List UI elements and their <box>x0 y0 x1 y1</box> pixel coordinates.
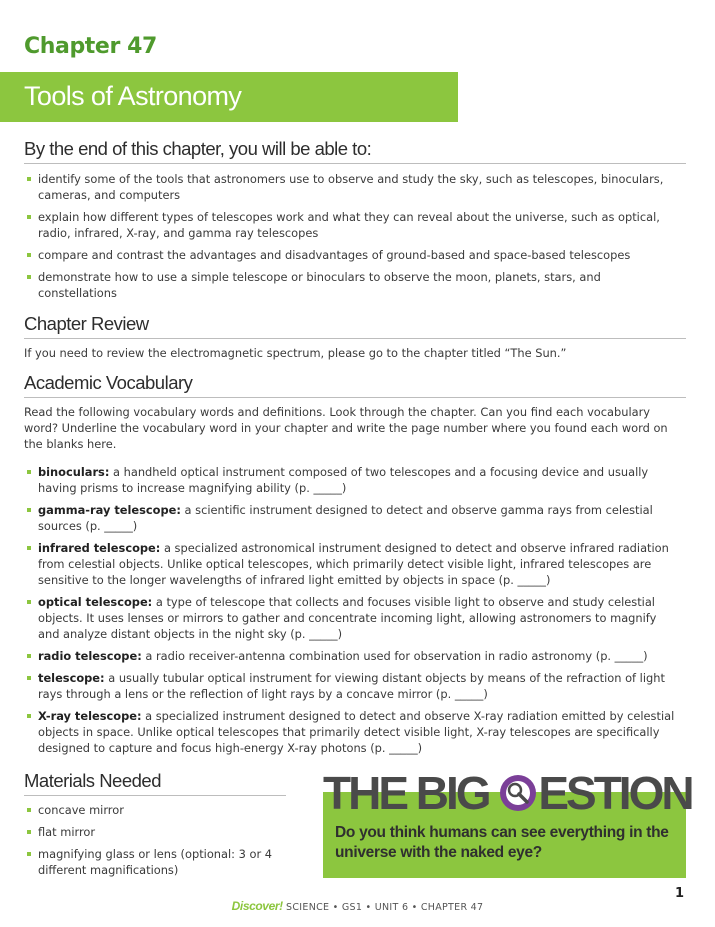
vocab-item <box>26 648 680 664</box>
material-item: concave mirror <box>26 802 288 818</box>
objectives-divider <box>24 163 686 164</box>
objectives-heading: By the end of this chapter, you will be able to: <box>24 138 372 159</box>
chapter-number: Chapter 47 <box>24 34 157 59</box>
objective-item: compare and contrast the advantages and disadvantages of ground-based and space-based telescopes <box>26 247 676 263</box>
material-item: flat mirror <box>26 824 288 840</box>
bullet-icon <box>27 600 31 604</box>
bullet-icon <box>27 470 31 474</box>
bullet-icon <box>27 177 31 181</box>
vocab-item <box>26 670 680 702</box>
bullet-icon <box>27 275 31 279</box>
title-banner <box>0 72 458 122</box>
bullet-icon <box>27 808 31 812</box>
vocabulary-divider <box>24 397 686 398</box>
bullet-icon <box>27 253 31 257</box>
review-text: If you need to review the electromagnetic spectrum, please go to the chapter titled “The Sun.” <box>24 346 567 360</box>
page-number: 1 <box>675 886 685 901</box>
vocab-definition: a radio receiver-antenna combination used for observation in radio astronomy (p. _____) <box>141 649 648 663</box>
vocab-definition: a handheld optical instrument composed of two telescopes and a focusing device and usually having prisms to increase magnifying ability (p. _____) <box>38 465 649 495</box>
objective-item: explain how different types of telescopes work and what they can reveal about the universe, such as optical, radio, infrared, X-ray, and gamma ray telescopes <box>26 209 676 241</box>
vocab-definition: a type of telescope that collects and focuses visible light to observe and study celestial objects. It uses lenses or mirrors to gather and concentrate incoming light, allowing astronomers to magnify and analyze distant objects in the night sky (p. _____) <box>38 595 657 641</box>
vocab-definition: a usually tubular optical instrument for viewing distant objects by means of the refraction of light rays through a lens or the reflection of light rays by a concave mirror (p. _____) <box>38 671 665 701</box>
vocab-item <box>26 594 680 642</box>
materials-list <box>26 802 288 878</box>
bullet-icon <box>27 215 31 219</box>
big-question-title: THE BIG ESTION <box>323 767 692 819</box>
vocab-definition: a scientific instrument designed to detect and observe gamma rays from celestial sources (p. _____) <box>38 503 653 533</box>
objective-item: identify some of the tools that astronomers use to observe and study the sky, such as telescopes, binoculars, cameras, and computers <box>26 171 676 203</box>
vocab-term: optical telescope: <box>38 595 153 609</box>
bullet-icon <box>27 546 31 550</box>
materials-heading: Materials Needed <box>24 770 161 791</box>
vocab-item <box>26 502 680 534</box>
bullet-icon <box>27 852 31 856</box>
bullet-icon <box>27 830 31 834</box>
vocab-item <box>26 540 680 588</box>
vocab-term: infrared telescope: <box>38 541 161 555</box>
big-question-text: Do you think humans can see everything in the universe with the naked eye? <box>335 824 669 861</box>
vocab-term: telescope: <box>38 671 105 685</box>
footer-text: SCIENCE • GS1 • UNIT 6 • CHAPTER 47 <box>282 902 484 913</box>
review-divider <box>24 338 686 339</box>
review-heading: Chapter Review <box>24 313 149 334</box>
vocab-term: radio telescope: <box>38 649 142 663</box>
objective-item: demonstrate how to use a simple telescope or binoculars to observe the moon, planets, stars, and constellations <box>26 269 676 301</box>
bullet-icon <box>27 654 31 658</box>
vocab-term: X-ray telescope: <box>38 709 142 723</box>
vocab-definition: a specialized instrument designed to detect and observe X-ray radiation emitted by celestial objects in space. Unlike optical telescopes that primarily detect visible light, X-ray telescopes are specifically designed to capture and focus high-energy X-ray photons (p. _____) <box>38 709 675 755</box>
vocab-term: gamma-ray telescope: <box>38 503 181 517</box>
objectives-list <box>26 171 676 301</box>
vocabulary-intro: Read the following vocabulary words and definitions. Look through the chapter. Can you find each vocabulary word? Underline the vocabulary word in your chapter and write the page number where you found each word on the blanks here. <box>24 405 668 451</box>
chapter-title: Tools of Astronomy <box>24 81 242 111</box>
vocabulary-list <box>26 464 680 756</box>
vocab-term: binoculars: <box>38 465 110 479</box>
big-question-box <box>323 767 692 878</box>
bullet-icon <box>27 508 31 512</box>
brand-logo: Discover! <box>231 899 283 913</box>
vocabulary-heading: Academic Vocabulary <box>24 372 193 393</box>
vocab-definition: a specialized astronomical instrument designed to detect and observe infrared radiation from celestial objects. Unlike optical telescopes, which primarily detect visible light, infrared telescopes are sensitive to the longer wavelengths of infrared light emitted by objects in space (p. _____) <box>38 541 669 587</box>
vocab-item <box>26 708 680 756</box>
materials-divider <box>24 795 286 796</box>
footer <box>0 899 715 913</box>
bullet-icon <box>27 714 31 718</box>
vocab-item <box>26 464 680 496</box>
material-item: magnifying glass or lens (optional: 3 or 4 different magnifications) <box>26 846 288 878</box>
bullet-icon <box>27 676 31 680</box>
magnifying-glass-q-icon <box>498 773 538 813</box>
